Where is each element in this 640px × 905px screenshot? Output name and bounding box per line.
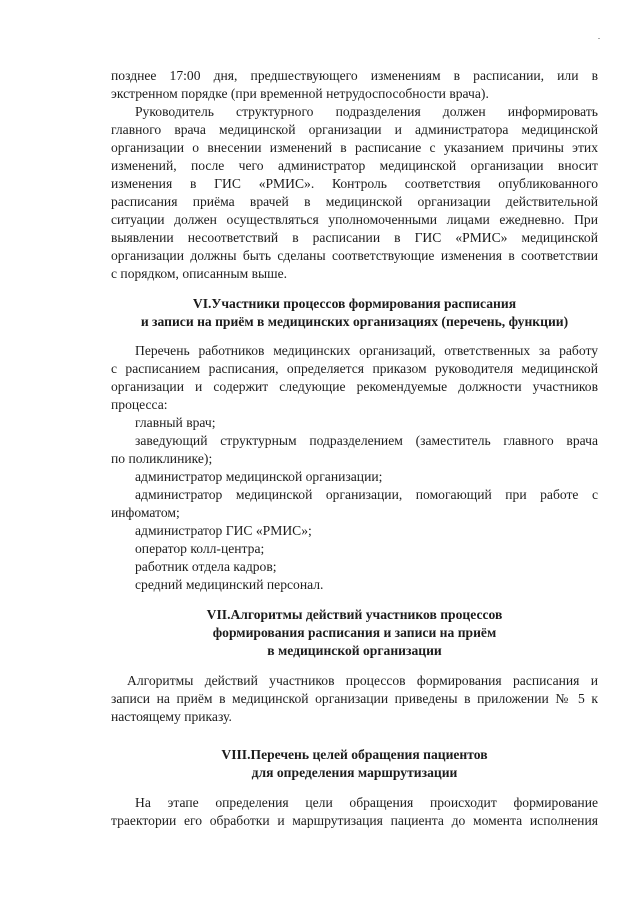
section-heading: VIII.Перечень целей обращения пациентов	[221, 747, 488, 762]
list-item-continuation: инфоматом;	[111, 505, 180, 520]
list-item: работник отдела кадров;	[135, 559, 277, 574]
list-item: оператор колл-центра;	[135, 541, 265, 556]
text-line: с расписанием расписания, определяется приказом руководителя медицинской	[111, 361, 598, 376]
text-line: организации должны быть сделаны соответствующие изменения в соответствии	[111, 248, 598, 263]
section-heading: VI.Участники процессов формирования расписания	[192, 296, 517, 311]
section-heading: и записи на приём в медицинских организациях (перечень, функции)	[140, 314, 569, 329]
text-line: процесса:	[111, 397, 168, 412]
text-line: Перечень работников медицинских организаций, ответственных за работу	[135, 343, 598, 358]
text-line: с порядком, описанным выше.	[111, 266, 288, 281]
text-line: изменения в ГИС «РМИС». Контроль соответствия опубликованного	[111, 176, 598, 191]
section-heading: VII.Алгоритмы действий участников процессов	[206, 607, 503, 622]
section-heading: для определения маршрутизации	[251, 765, 458, 780]
list-item: администратор ГИС «РМИС»;	[135, 523, 312, 538]
text-line: организации и содержит следующие рекомендуемые должности участников	[111, 379, 598, 394]
text-line: позднее 17:00 дня, предшествующего изменениям в расписании, или в	[111, 68, 598, 83]
text-line: ситуации должен осуществляться уполномоченными лицами ежедневно. При	[111, 212, 598, 227]
text-line: расписания приёма врачей в медицинской организации действительной	[111, 194, 598, 209]
text-line: экстренном порядке (при временной нетрудоспособности врача).	[111, 86, 489, 101]
text-line: главного врача медицинской организации и администратора медицинской	[111, 122, 598, 137]
scan-mark	[598, 38, 600, 39]
list-item: средний медицинский персонал.	[135, 577, 324, 592]
text-line: записи на приём в медицинской организации приведены в приложении № 5 к	[111, 691, 598, 706]
list-item: администратор медицинской организации;	[135, 469, 383, 484]
section-heading: в медицинской организации	[267, 643, 442, 658]
list-item: заведующий структурным подразделением (заместитель главного врача	[135, 433, 598, 448]
text-line: На этапе определения цели обращения происходит формирование	[135, 795, 598, 810]
section-heading: формирования расписания и записи на приём	[212, 625, 497, 640]
list-item: администратор медицинской организации, помогающий при работе с	[135, 487, 598, 502]
text-line: изменений, после чего администратор медицинской организации вносит	[111, 158, 598, 173]
text-line: организации о внесении изменений в расписание с указанием причины этих	[111, 140, 598, 155]
text-line: настоящему приказу.	[111, 709, 232, 724]
list-item-continuation: по поликлинике);	[111, 451, 213, 466]
text-line: Алгоритмы действий участников процессов формирования расписания и	[127, 673, 598, 688]
list-item: главный врач;	[135, 415, 216, 430]
text-line: Руководитель структурного подразделения должен информировать	[135, 104, 598, 119]
text-line: выявлении несоответствий в расписании в ГИС «РМИС» медицинской	[111, 230, 598, 245]
text-line: траектории его обработки и маршрутизация пациента до момента исполнения	[111, 813, 598, 828]
